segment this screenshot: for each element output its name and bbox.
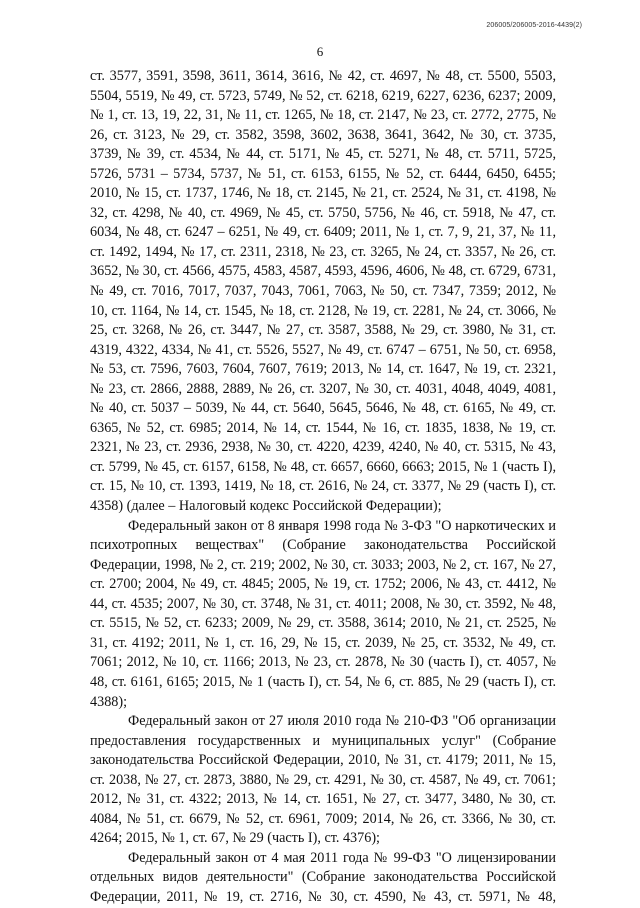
paragraph-law-public-services: Федеральный закон от 27 июля 2010 года № 210-ФЗ "Об организации предоставления государственных и муниципальных услуг" (Собрание законодательства Российской Федерации, 2010, № 31, ст. 4179; 2011, № 15, ст. 2038, № 27, ст. 2873, 3880, № 29, ст. 4291, № 30, ст. 4587, № 49, ст. 7061; 2012, № 31, ст. 4322; 2013, № 14, ст. 1651, № 27, ст. 3477, 3480, № 30, ст. 4084, № 51, ст. 6679, № 52, ст. 6961, 7009; 2014, № 26, ст. 3366, № 30, ст. 4264; 2015, № 1, ст. 67, № 29 (часть I), ст. 4376); xyxy=(90,713,556,847)
paragraph-law-licensing: Федеральный закон от 4 мая 2011 года № 99-ФЗ "О лицензировании отдельных видов деятельности" (Собрание законодательства Российской Федерации, 2011, № 19, ст. 2716, № 30, ст. 4590, № 43, ст. 5971, № 48, xyxy=(90,849,556,905)
paragraph-tax-code-citations: ст. 3577, 3591, 3598, 3611, 3614, 3616, № 42, ст. 4697, № 48, ст. 5500, 5503, 5504, 5519, № 49, ст. 5723, 5749, № 52, ст. 6218, 6219, 6227, 6236, 6237; 2009, № 1, ст. 13, 19, 22, 31, № 11, ст. 1265, № 18, ст. 2147, № 23, ст. 2772, 2775, № 26, ст. 3123, № 29, ст. 3582, 3598, 3602, 3638, 3641, 3642, № 30, ст. 3735, 3739, № 39, ст. 4534, № 44, ст. 5171, № 45, ст. 5271, № 48, ст. 5711, 5725, 5726, 5731 – 5734, 5737, № 51, ст. 6153, 6155, № 52, ст. 6444, 6450, 6455; 2010, № 15, ст. 1737, 1746, № 18, ст. 2145, № 21, ст. 2524, № 31, ст. 4198, № 32, ст. 4298, № 40, ст. 4969, № 45, ст. 5750, 5756, № 46, ст. 5918, № 47, ст. 6034, № 48, ст. 6247 – 6251, № 49, ст. 6409; 2011, № 1, ст. 7, 9, 21, 37, № 11, ст. 1492, 1494, № 17, ст. 2311, 2318, № 23, ст. 3265, № 24, ст. 3357, № 26, ст. 3652, № 30, ст. 4566, 4575, 4583, 4587, 4593, 4596, 4606, № 48, ст. 6729, 6731, № 49, ст. 7016, 7017, 7037, 7043, 7061, 7063, № 50, ст. 7347, 7359; 2012, № 10, ст. 1164, № 14, ст. 1545, № 18, ст. 2128, № 19, ст. 2281, № 24, ст. 3066, № 25, ст. 3268, № 26, ст. 3447, № 27, ст. 3587, 3588, № 29, ст. 3980, № 31, ст. 4319, 4322, 4334, № 41, ст. 5526, 5527, № 49, ст. 6747 – 6751, № 50, ст. 6958, № 53, ст. 7596, 7603, 7604, 7607, 7619; 2013, № 14, ст. 1647, № 19, ст. 2321, № 23, ст. 2866, 2888, 2889, № 26, ст. 3207, № 30, ст. 4031, 4048, 4049, 4081, № 40, ст. 5037 – 5039, № 44, ст. 5640, 5645, 5646, № 48, ст. 6165, № 49, ст. 6365, № 52, ст. 6985; 2014, № 14, ст. 1544, № 16, ст. 1835, 1838, № 19, ст. 2321, № 23, ст. 2936, 2938, № 30, ст. 4220, 4239, 4240, № 40, ст. 5315, № 43, ст. 5799, № 45, ст. 6157, 6158, № 48, ст. 6657, 6660, 6663; 2015, № 1 (часть I), ст. 15, № 10, ст. 1393, 1419, № 18, ст. 2616, № 24, ст. 3377, № 29 (часть I), ст. 4358) (далее – Налоговый кодекс Российской Федерации); xyxy=(90,68,556,515)
paragraph-law-narcotics: Федеральный закон от 8 января 1998 года № 3-ФЗ "О наркотических и психотропных веществах" (Собрание законодательства Российской Федерации, 1998, № 2, ст. 219; 2002, № 30, ст. 3033; 2003, № 2, ст. 167, № 27, ст. 2700; 2004, № 49, ст. 4845; 2005, № 19, ст. 1752; 2006, № 43, ст. 4412, № 44, ст. 4535; 2007, № 30, ст. 3748, № 31, ст. 4011; 2008, № 30, ст. 3592, № 48, ст. 5515, № 52, ст. 6233; 2009, № 29, ст. 3588, 3614; 2010, № 21, ст. 2525, № 31, ст. 4192; 2011, № 1, ст. 16, 29, № 15, ст. 2039, № 25, ст. 3532, № 49, ст. 7061; 2012, № 10, ст. 1166; 2013, № 23, ст. 2878, № 30 (часть I), ст. 4057, № 48, ст. 6161, 6165; 2015, № 1 (часть I), ст. 54, № 6, ст. 885, № 29 (часть I), ст. 4388); xyxy=(90,517,556,710)
document-body xyxy=(90,67,556,908)
document-code: 206005/206005-2016-4439(2) xyxy=(486,22,582,29)
page-number: 6 xyxy=(316,44,324,59)
